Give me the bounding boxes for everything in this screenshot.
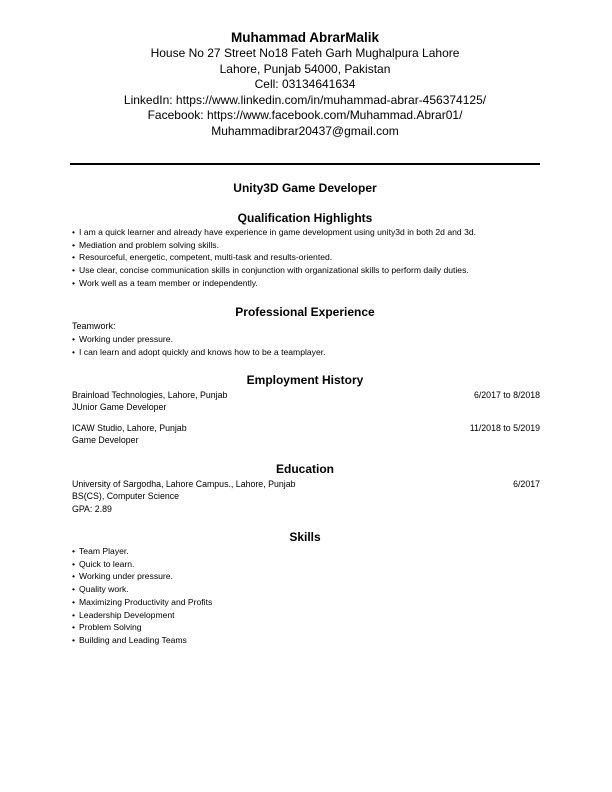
objective-title: Unity3D Game Developer: [233, 181, 377, 195]
job-company: ICAW Studio, Lahore, Punjab: [72, 423, 187, 433]
list-item: • Quality work.: [72, 583, 542, 596]
job-entry: [72, 422, 540, 447]
experience-title: Professional Experience: [235, 305, 375, 319]
facebook-url: Facebook: https://www.facebook.com/Muhammad.Abrar01/: [147, 108, 463, 122]
list-item: • Working under pressure.: [72, 333, 542, 346]
qualifications-list: [72, 226, 542, 290]
job-dates: 6/2017 to 8/2018: [473, 390, 540, 400]
school-name: University of Sargodha, Lahore Campus., Lahore, Punjab: [72, 479, 296, 489]
list-item: • Building and Leading Teams: [72, 634, 542, 647]
employment-title: Employment History: [246, 373, 364, 387]
list-item: • Resourceful, energetic, competent, multi-task and results-oriented.: [72, 251, 542, 264]
contact-header: [70, 29, 540, 139]
list-item: • Mediation and problem solving skills.: [72, 239, 542, 252]
job-entry: [72, 389, 540, 414]
list-item: • I can learn and adopt quickly and knows how to be a teamplayer.: [72, 346, 542, 359]
linkedin-url: LinkedIn: https://www.linkedin.com/in/muhammad-abrar-456374125/: [123, 92, 487, 107]
experience-list: [72, 333, 542, 358]
job-company: Brainload Technologies, Lahore, Punjab: [72, 390, 228, 400]
email-address: Muhammadibrar20437@gmail.com: [211, 123, 399, 138]
graduation-date: 6/2017: [513, 479, 540, 489]
list-item: • Problem Solving: [72, 621, 542, 634]
header-divider: [70, 163, 540, 165]
experience-intro: Teamwork:: [72, 321, 116, 331]
job-dates: 11/2018 to 5/2019: [469, 423, 540, 433]
job-role: Game Developer: [72, 435, 139, 445]
list-item: • Team Player.: [72, 545, 542, 558]
list-item: • Quick to learn.: [72, 558, 542, 571]
job-role: JUnior Game Developer: [72, 402, 167, 412]
list-item: • Working under pressure.: [72, 570, 542, 583]
address-line-2: Lahore, Punjab 54000, Pakistan: [219, 61, 391, 76]
qualifications-title: Qualification Highlights: [237, 211, 373, 225]
gpa: GPA: 2.89: [72, 503, 112, 514]
address-line-1: House No 27 Street No18 Fateh Garh Mughalpura Lahore: [150, 46, 460, 60]
list-item: • Leadership Development: [72, 609, 542, 622]
cell-phone: Cell: 03134641634: [254, 77, 356, 91]
skills-list: [72, 545, 542, 647]
education-entry: [72, 478, 540, 515]
list-item: • I am a quick learner and already have experience in game development using unity3d in both 2d and 3d.: [72, 226, 542, 239]
education-title: Education: [275, 462, 334, 476]
list-item: • Work well as a team member or independently.: [72, 277, 542, 290]
degree: BS(CS), Computer Science: [72, 491, 180, 501]
list-item: • Use clear, concise communication skills in conjunction with organizational skills to perform daily duties.: [72, 264, 542, 277]
list-item: • Maximizing Productivity and Profits: [72, 596, 542, 609]
skills-title: Skills: [289, 530, 321, 544]
candidate-name: Muhammad AbrarMalik: [230, 30, 380, 45]
